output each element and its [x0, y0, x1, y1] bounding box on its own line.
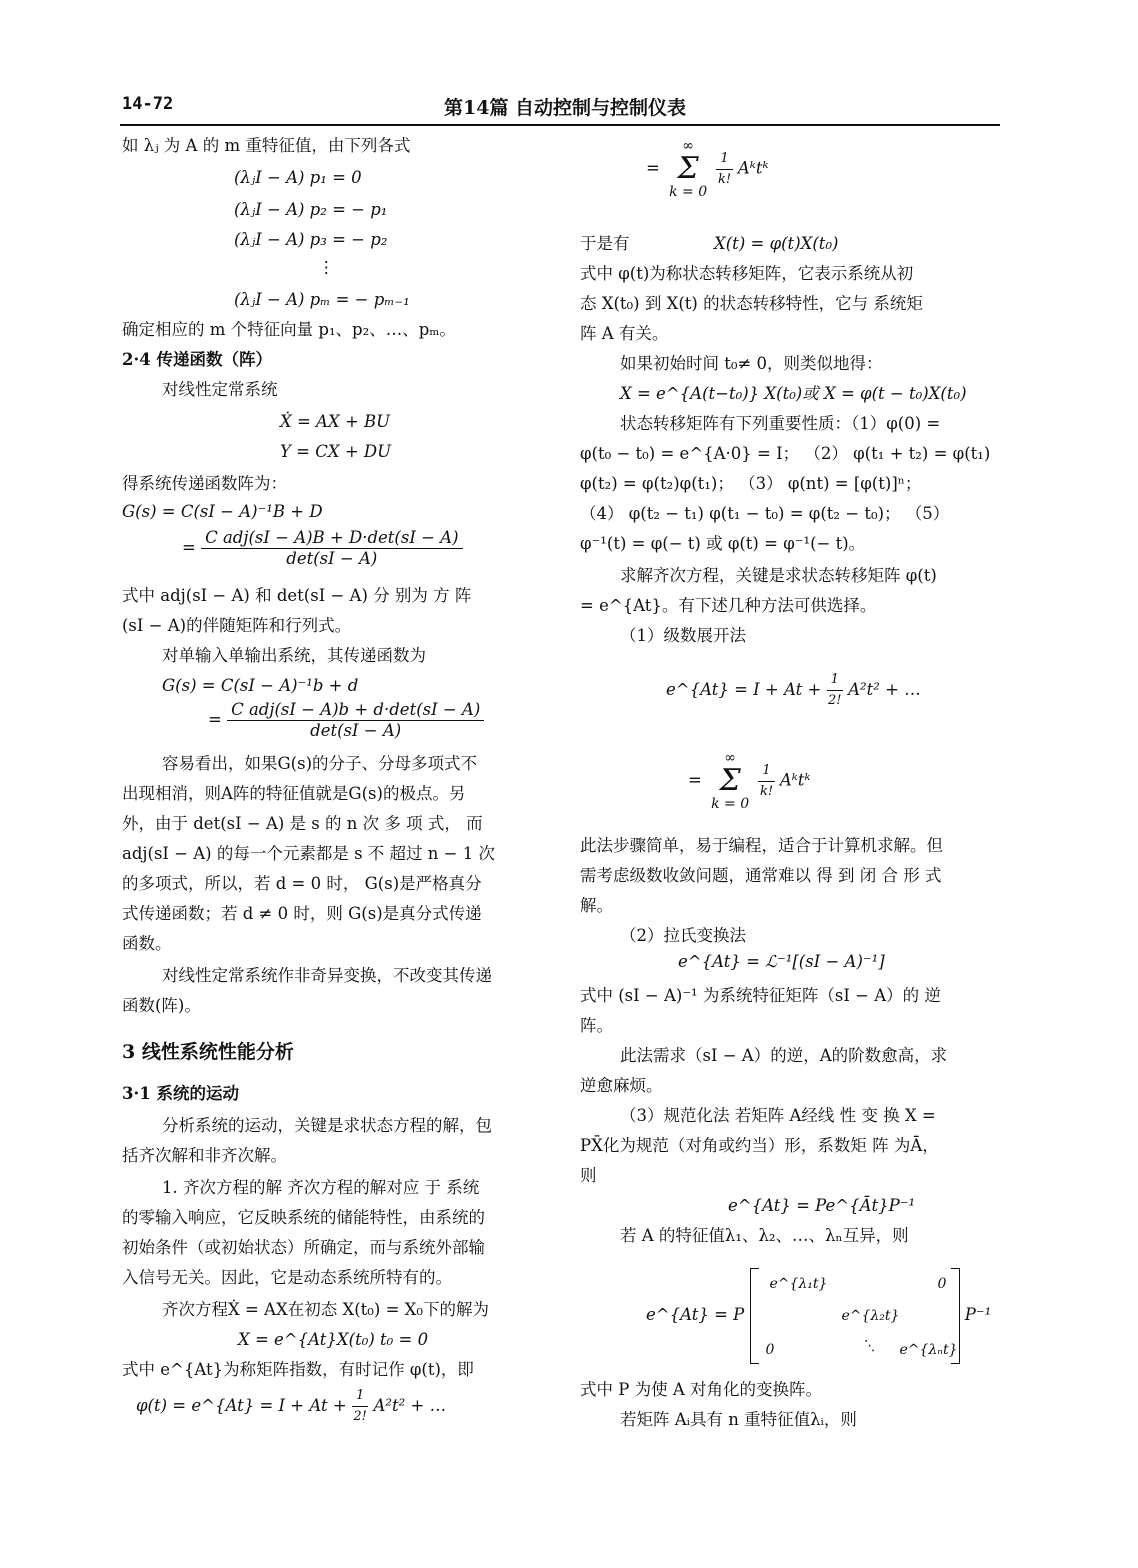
sum-upper: ∞ — [682, 138, 694, 154]
fraction — [201, 528, 462, 569]
text-line: 的零输入响应，它反映系统的储能特性，由系统的 — [122, 1208, 485, 1227]
fraction — [352, 1386, 368, 1427]
text-line: 需考虑级数收敛问题，通常难以 得 到 闭 合 形 式 — [580, 866, 942, 885]
method-heading: （2）拉氏变换法 — [620, 926, 746, 945]
text-line: （3）规范化法 若矩阵 A经线 性 变 换 X = — [620, 1106, 936, 1125]
section-heading: 2·4 传递函数（阵） — [122, 350, 272, 369]
text-line: 式中 e^{At}为称矩阵指数，有时记作 φ(t)，即 — [122, 1360, 474, 1379]
sum-term: Aᵏtᵏ — [737, 158, 769, 178]
equation: G(s) = C(sI − A)⁻¹b + d — [162, 676, 359, 695]
diagonal-matrix — [750, 1268, 960, 1362]
equation: e^{At} = ℒ⁻¹[(sI − A)⁻¹] — [678, 952, 885, 971]
sum-lower: k = 0 — [669, 184, 708, 200]
series-equation — [136, 1386, 446, 1427]
page-number: 14-72 — [122, 94, 174, 114]
text-line: （4） φ(t₂ − t₁) φ(t₁ − t₀) = φ(t₂ − t₀)； （5） — [580, 504, 950, 523]
matrix-cell: 0 — [937, 1276, 947, 1292]
text-line: 对线性定常系统 — [162, 380, 278, 399]
equals-sign: = — [208, 710, 222, 729]
text-line: φ(t₀ − t₀) = e^{A·0} = I； （2） φ(t₁ + t₂) = φ(t₁) — [580, 444, 991, 463]
text-line: 如 λⱼ 为 A 的 m 重特征值，由下列各式 — [122, 136, 411, 155]
text-line: 阵。 — [580, 1016, 613, 1035]
text-line: 逆愈麻烦。 — [580, 1076, 663, 1095]
summation — [711, 750, 749, 812]
equation: X = e^{At}X(t₀) t₀ = 0 — [238, 1330, 429, 1349]
header-rule — [120, 124, 1000, 126]
text-line: 若 A 的特征值λ₁、λ₂、…、λₙ互异，则 — [620, 1226, 909, 1245]
text-line: 对单输入单输出系统，其传递函数为 — [162, 646, 426, 665]
equation-part: e^{At} = P — [646, 1305, 745, 1324]
denominator: k! — [717, 171, 732, 187]
denominator: k! — [759, 783, 774, 799]
sigma-symbol: Σ — [719, 763, 741, 798]
text-line: 分析系统的运动，关键是求状态方程的解，包 — [162, 1116, 492, 1135]
text-line: PX̄化为规范（对角或约当）形，系数矩 阵 为Ā， — [580, 1136, 939, 1155]
equation-part: A²t² + … — [848, 680, 921, 699]
text-line: φ⁻¹(t) = φ(− t) 或 φ(t) = φ⁻¹(− t)。 — [580, 534, 866, 553]
summation — [669, 138, 707, 200]
fraction-equation — [182, 528, 463, 569]
text-line: 式中 P 为使 A 对角化的变换阵。 — [580, 1380, 822, 1399]
equation: e^{At} = Pe^{Āt}P⁻¹ — [728, 1196, 916, 1215]
equation-part: e^{At} = I + At + — [666, 680, 822, 699]
left-bracket — [750, 1268, 759, 1364]
text-line: 函数。 — [122, 934, 172, 953]
page-header — [122, 94, 1000, 124]
equation: X = e^{A(t−t₀)} X(t₀)或 X = φ(t − t₀)X(t₀) — [620, 384, 967, 403]
text-line: 1. 齐次方程的解 齐次方程的解对应 于 系统 — [162, 1178, 480, 1197]
chapter-title: 第14篇 自动控制与控制仪表 — [444, 97, 687, 119]
text-line: 括齐次解和非齐次解。 — [122, 1146, 287, 1165]
text-line: = e^{At}。有下述几种方法可供选择。 — [580, 596, 877, 615]
text-line: 式中 (sI − A)⁻¹ 为系统特征矩阵（sI − A）的 逆 — [580, 986, 941, 1005]
equation: G(s) = C(sI − A)⁻¹B + D — [122, 502, 323, 521]
text-line: 函数(阵)。 — [122, 996, 201, 1015]
text-line: 状态转移矩阵有下列重要性质：（1）φ(0) = — [620, 414, 941, 433]
text-line: 的多项式，所以，若 d = 0 时， G(s)是严格真分 — [122, 874, 482, 893]
method-heading: （1）级数展开法 — [620, 626, 746, 645]
equals-sign: = — [182, 538, 196, 557]
matrix-cell: e^{λ₂t} — [841, 1308, 900, 1324]
equation: X(t) = φ(t)X(t₀) — [714, 234, 839, 253]
equation-part: A²t² + … — [373, 1396, 447, 1415]
equation: (λⱼI − A) p₂ = − p₁ — [234, 200, 388, 219]
text-line: 于是有 — [580, 234, 630, 253]
equation: (λⱼI − A) p₃ = − p₂ — [234, 230, 388, 249]
numerator: 1 — [827, 670, 843, 691]
text-line: 如果初始时间 t₀≠ 0，则类似地得： — [620, 354, 883, 373]
series-equation — [666, 670, 921, 711]
text-line: φ(t₂) = φ(t₂)φ(t₁)； （3） φ(nt) = [φ(t)]ⁿ； — [580, 474, 922, 493]
text-line: 式传递函数；若 d ≠ 0 时，则 G(s)是真分式传递 — [122, 904, 482, 923]
text-line: 态 X(t₀) 到 X(t) 的状态转移特性，它与 系统矩 — [580, 294, 923, 313]
section-heading: 3 线性系统性能分析 — [122, 1041, 294, 1063]
matrix-equation — [646, 1268, 991, 1362]
fraction-equation — [208, 700, 484, 741]
numerator: C adj(sI − A)B + D·det(sI − A) — [201, 528, 462, 549]
denominator: det(sI − A) — [286, 549, 378, 568]
text-line: (sI − A)的伴随矩阵和行列式。 — [122, 616, 352, 635]
sum-term: Aᵏtᵏ — [779, 770, 811, 790]
text-line: 对线性定常系统作非奇异变换，不改变其传递 — [162, 966, 492, 985]
text-line: 阵 A 有关。 — [580, 324, 669, 343]
sum-lower: k = 0 — [711, 796, 750, 812]
text-line: 入信号无关。因此，它是动态系统所特有的。 — [122, 1268, 452, 1287]
matrix-cell: e^{λₙt} — [899, 1342, 958, 1358]
fraction — [827, 670, 843, 711]
equation: Y = CX + DU — [280, 442, 392, 461]
text-line: 齐次方程Ẋ = AX在初态 X(t₀) = X₀下的解为 — [162, 1300, 490, 1319]
equation-part: P⁻¹ — [964, 1305, 992, 1324]
section-heading: 3·1 系统的运动 — [122, 1084, 239, 1103]
summation-equation — [646, 138, 768, 200]
text-line: 确定相应的 m 个特征向量 p₁、p₂、…、pₘ。 — [122, 320, 456, 339]
numerator: 1 — [758, 761, 774, 782]
numerator: 1 — [716, 149, 732, 170]
equation: (λⱼI − A) p₁ = 0 — [234, 168, 362, 187]
text-line: 得系统传递函数阵为： — [122, 474, 287, 493]
equals-sign: = — [646, 158, 660, 178]
text-line: 初始条件（或初始状态）所确定，而与系统外部输 — [122, 1238, 485, 1257]
text-line: adj(sI − A) 的每一个元素都是 s 不 超过 n − 1 次 — [122, 844, 495, 863]
text-line: 解。 — [580, 896, 613, 915]
summation-equation — [688, 750, 810, 812]
text-line: 外，由于 det(sI − A) 是 s 的 n 次 多 项 式， 而 — [122, 814, 483, 833]
text-line: 若矩阵 Aᵢ具有 n 重特征值λᵢ，则 — [620, 1410, 857, 1429]
numerator: C adj(sI − A)b + d·det(sI − A) — [227, 700, 484, 721]
fraction — [758, 761, 774, 802]
vertical-dots: ⋮ — [318, 258, 335, 277]
sigma-symbol: Σ — [677, 151, 699, 186]
denominator: det(sI − A) — [310, 721, 402, 740]
text-line: 容易看出，如果G(s)的分子、分母多项式不 — [162, 754, 478, 773]
text-line: 则 — [580, 1166, 597, 1185]
text-line: 式中 φ(t)为称状态转移矩阵，它表示系统从初 — [580, 264, 914, 283]
matrix-cell: 0 — [765, 1342, 775, 1358]
numerator: 1 — [352, 1386, 368, 1407]
denominator: 2! — [353, 1409, 367, 1424]
equals-sign: = — [688, 770, 702, 790]
text-line: 出现相消，则A阵的特征值就是G(s)的极点。另 — [122, 784, 466, 803]
equation-part: φ(t) = e^{At} = I + At + — [136, 1396, 347, 1415]
matrix-cell: ⋱ — [861, 1338, 876, 1354]
matrix-cell: e^{λ₁t} — [769, 1276, 828, 1292]
text-line: 此法步骤简单，易于编程，适合于计算机求解。但 — [580, 836, 943, 855]
equation: Ẋ = AX + BU — [280, 412, 391, 431]
text-line: 此法需求（sI − A）的逆，A的阶数愈高，求 — [620, 1046, 948, 1065]
fraction — [227, 700, 484, 741]
equation: (λⱼI − A) pₘ = − pₘ₋₁ — [234, 290, 410, 309]
denominator: 2! — [827, 693, 842, 708]
text-line: 式中 adj(sI − A) 和 det(sI − A) 分 别为 方 阵 — [122, 586, 472, 605]
sum-upper: ∞ — [724, 750, 736, 766]
fraction — [716, 149, 732, 190]
text-line: 求解齐次方程，关键是求状态转移矩阵 φ(t) — [620, 566, 937, 585]
